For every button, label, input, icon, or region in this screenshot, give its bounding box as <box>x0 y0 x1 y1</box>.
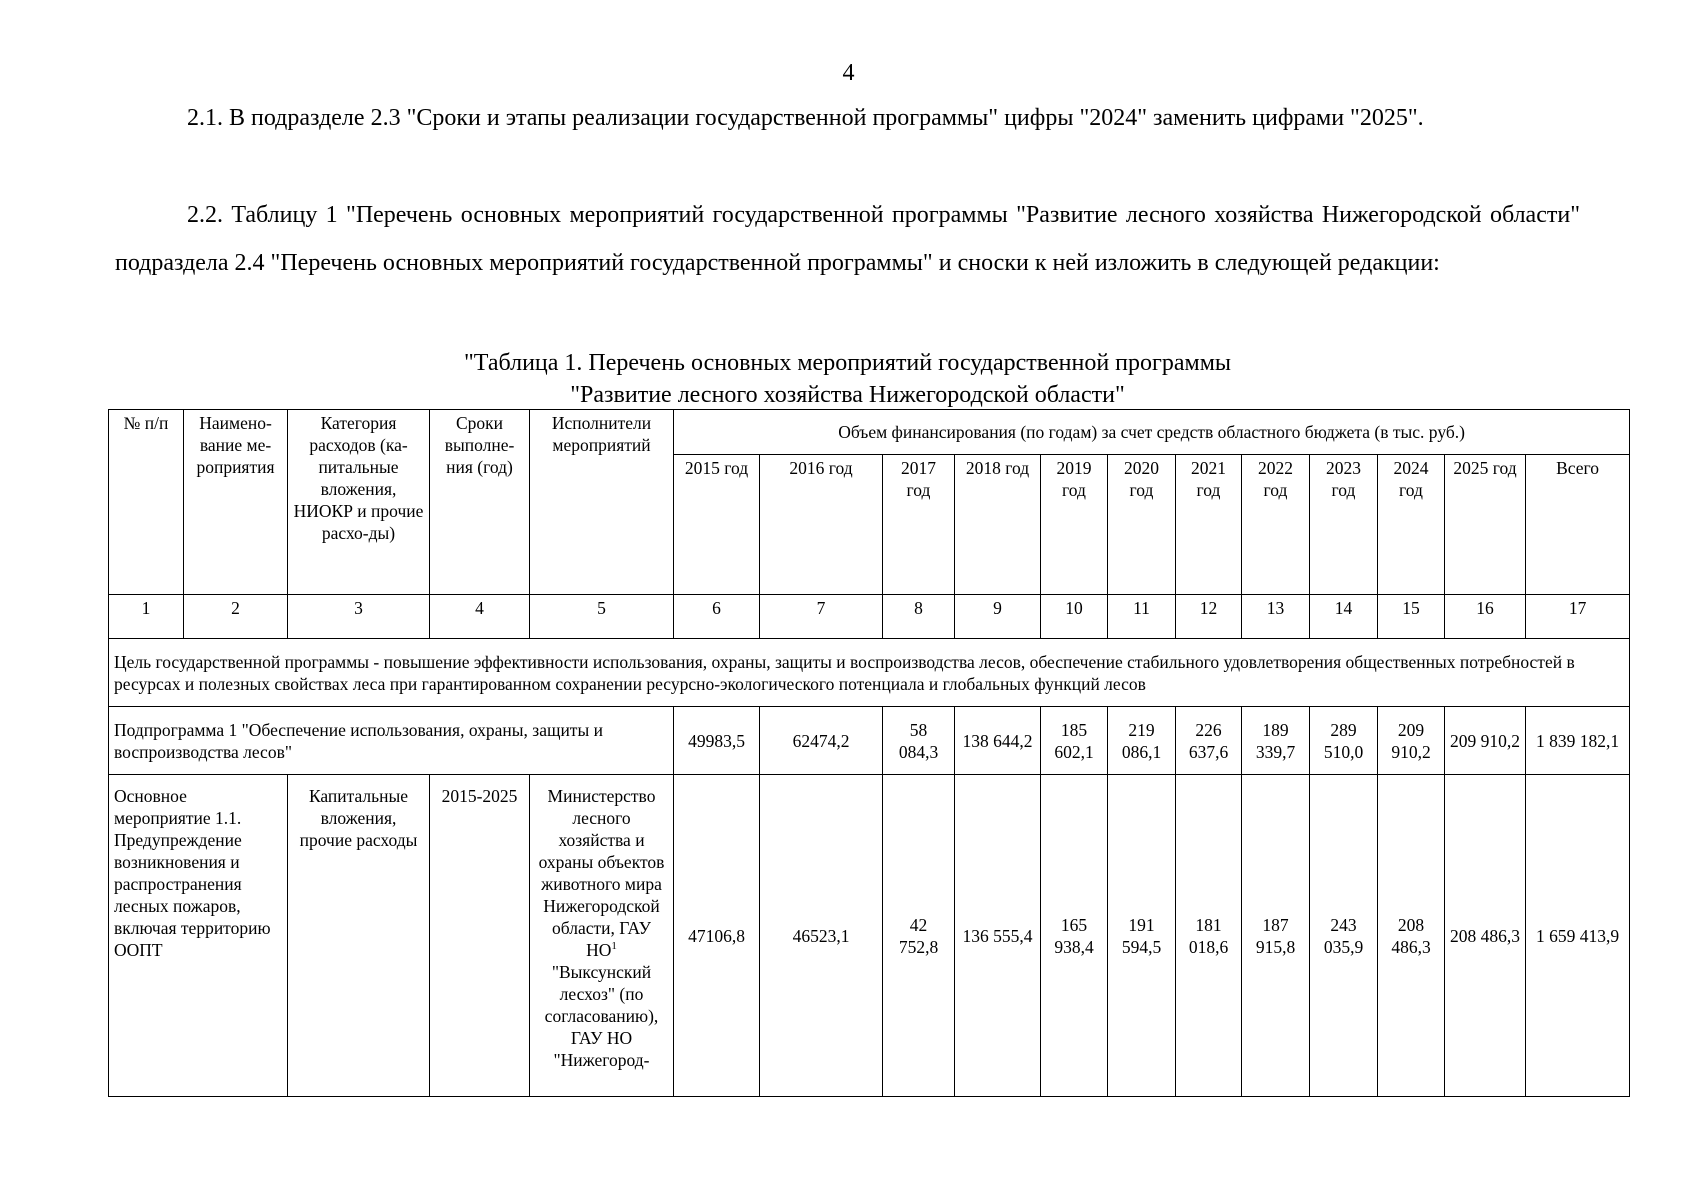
header-year-2015: 2015 год <box>674 455 760 595</box>
header-num: № п/п <box>109 410 184 595</box>
colnum-15: 15 <box>1378 595 1445 639</box>
header-term: Сроки выполне-ния (год) <box>430 410 530 595</box>
subprogram-2015: 49983,5 <box>674 707 760 775</box>
measures-table <box>108 409 1630 1097</box>
measure-executors <box>530 775 674 1097</box>
subprogram-2016: 62474,2 <box>760 707 883 775</box>
measure-name: Основное мероприятие 1.1. Предупреждение возникновения и распространения лесных пожаров, включая территорию ООПТ <box>109 775 288 1097</box>
program-goal-row: Цель государственной программы - повышение эффективности использования, охраны, защиты и воспроизводства лесов, обеспечение стабильного удовлетворения общественных потребностей в ресурсах и полезных свойствах леса при гарантированном сохранении ресурсно-экологического потенциала и глобальных функций лесов <box>109 639 1630 707</box>
colnum-14: 14 <box>1310 595 1378 639</box>
subprogram-2022: 189 339,7 <box>1242 707 1310 775</box>
subprogram-2017: 58 084,3 <box>883 707 955 775</box>
header-executors: Исполнители мероприятий <box>530 410 674 595</box>
colnum-10: 10 <box>1041 595 1108 639</box>
header-year-2025: 2025 год <box>1445 455 1526 595</box>
measure-2018: 136 555,4 <box>955 775 1041 1097</box>
header-name: Наимено-вание ме-роприятия <box>184 410 288 595</box>
measure-2024: 208 486,3 <box>1378 775 1445 1097</box>
table-title-line-1: "Таблица 1. Перечень основных мероприятий государственной программы <box>463 350 1231 376</box>
measure-2020: 191 594,5 <box>1108 775 1176 1097</box>
colnum-2: 2 <box>184 595 288 639</box>
subprogram-total: 1 839 182,1 <box>1526 707 1630 775</box>
subprogram-2020: 219 086,1 <box>1108 707 1176 775</box>
colnum-17: 17 <box>1526 595 1630 639</box>
colnum-11: 11 <box>1108 595 1176 639</box>
header-year-2024: 2024 год <box>1378 455 1445 595</box>
header-year-2018: 2018 год <box>955 455 1041 595</box>
measure-category: Капитальные вложения, прочие расходы <box>288 775 430 1097</box>
subprogram-2021: 226 637,6 <box>1176 707 1242 775</box>
paragraph-2-2: 2.2. Таблицу 1 "Перечень основных мероприятий государственной программы "Развитие лесного хозяйства Нижегородской области" подраздела 2.4 "Перечень основных мероприятий государственной программы" и сноски к ней изложить в следующей редакции: <box>115 202 1580 276</box>
table-title-line-2: "Развитие лесного хозяйства Нижегородской области" <box>570 382 1125 408</box>
header-year-2017: 2017 год <box>883 455 955 595</box>
header-year-2019: 2019 год <box>1041 455 1108 595</box>
colnum-9: 9 <box>955 595 1041 639</box>
measure-executors-part2: "Выксунский лесхоз" (по согласованию), ГАУ НО "Нижегород- <box>544 962 659 1070</box>
colnum-8: 8 <box>883 595 955 639</box>
colnum-6: 6 <box>674 595 760 639</box>
colnum-16: 16 <box>1445 595 1526 639</box>
header-financing: Объем финансирования (по годам) за счет средств областного бюджета (в тыс. руб.) <box>674 410 1630 455</box>
measure-2022: 187 915,8 <box>1242 775 1310 1097</box>
colnum-13: 13 <box>1242 595 1310 639</box>
measure-2019: 165 938,4 <box>1041 775 1108 1097</box>
subprogram-2025: 209 910,2 <box>1445 707 1526 775</box>
subprogram-2018: 138 644,2 <box>955 707 1041 775</box>
colnum-1: 1 <box>109 595 184 639</box>
measure-2015: 47106,8 <box>674 775 760 1097</box>
page-number: 4 <box>842 60 855 86</box>
measure-2023: 243 035,9 <box>1310 775 1378 1097</box>
measure-2016: 46523,1 <box>760 775 883 1097</box>
colnum-12: 12 <box>1176 595 1242 639</box>
header-year-2023: 2023 год <box>1310 455 1378 595</box>
subprogram-2024: 209 910,2 <box>1378 707 1445 775</box>
measure-executors-part1: Министерство лесного хозяйства и охраны объектов животного мира Нижегородской области, ГАУ НО <box>538 786 665 960</box>
header-year-2020: 2020 год <box>1108 455 1176 595</box>
paragraph-2-1: 2.1. В подразделе 2.3 "Сроки и этапы реализации государственной программы" цифры "2024" заменить цифрами "2025". <box>187 105 1424 131</box>
measure-2017: 42 752,8 <box>883 775 955 1097</box>
measure-term: 2015-2025 <box>430 775 530 1097</box>
colnum-5: 5 <box>530 595 674 639</box>
measure-2021: 181 018,6 <box>1176 775 1242 1097</box>
subprogram-2023: 289 510,0 <box>1310 707 1378 775</box>
colnum-4: 4 <box>430 595 530 639</box>
header-year-2016: 2016 год <box>760 455 883 595</box>
footnote-marker: 1 <box>611 940 617 953</box>
subprogram-2019: 185 602,1 <box>1041 707 1108 775</box>
header-year-2021: 2021 год <box>1176 455 1242 595</box>
colnum-3: 3 <box>288 595 430 639</box>
table-title <box>115 347 1580 411</box>
subprogram-title: Подпрограмма 1 "Обеспечение использования, охраны, защиты и воспроизводства лесов" <box>109 707 674 775</box>
colnum-7: 7 <box>760 595 883 639</box>
measure-2025: 208 486,3 <box>1445 775 1526 1097</box>
header-category: Категория расходов (ка-питальные вложения, НИОКР и прочие расхо-ды) <box>288 410 430 595</box>
header-total: Всего <box>1526 455 1630 595</box>
header-year-2022: 2022 год <box>1242 455 1310 595</box>
measure-total: 1 659 413,9 <box>1526 775 1630 1097</box>
